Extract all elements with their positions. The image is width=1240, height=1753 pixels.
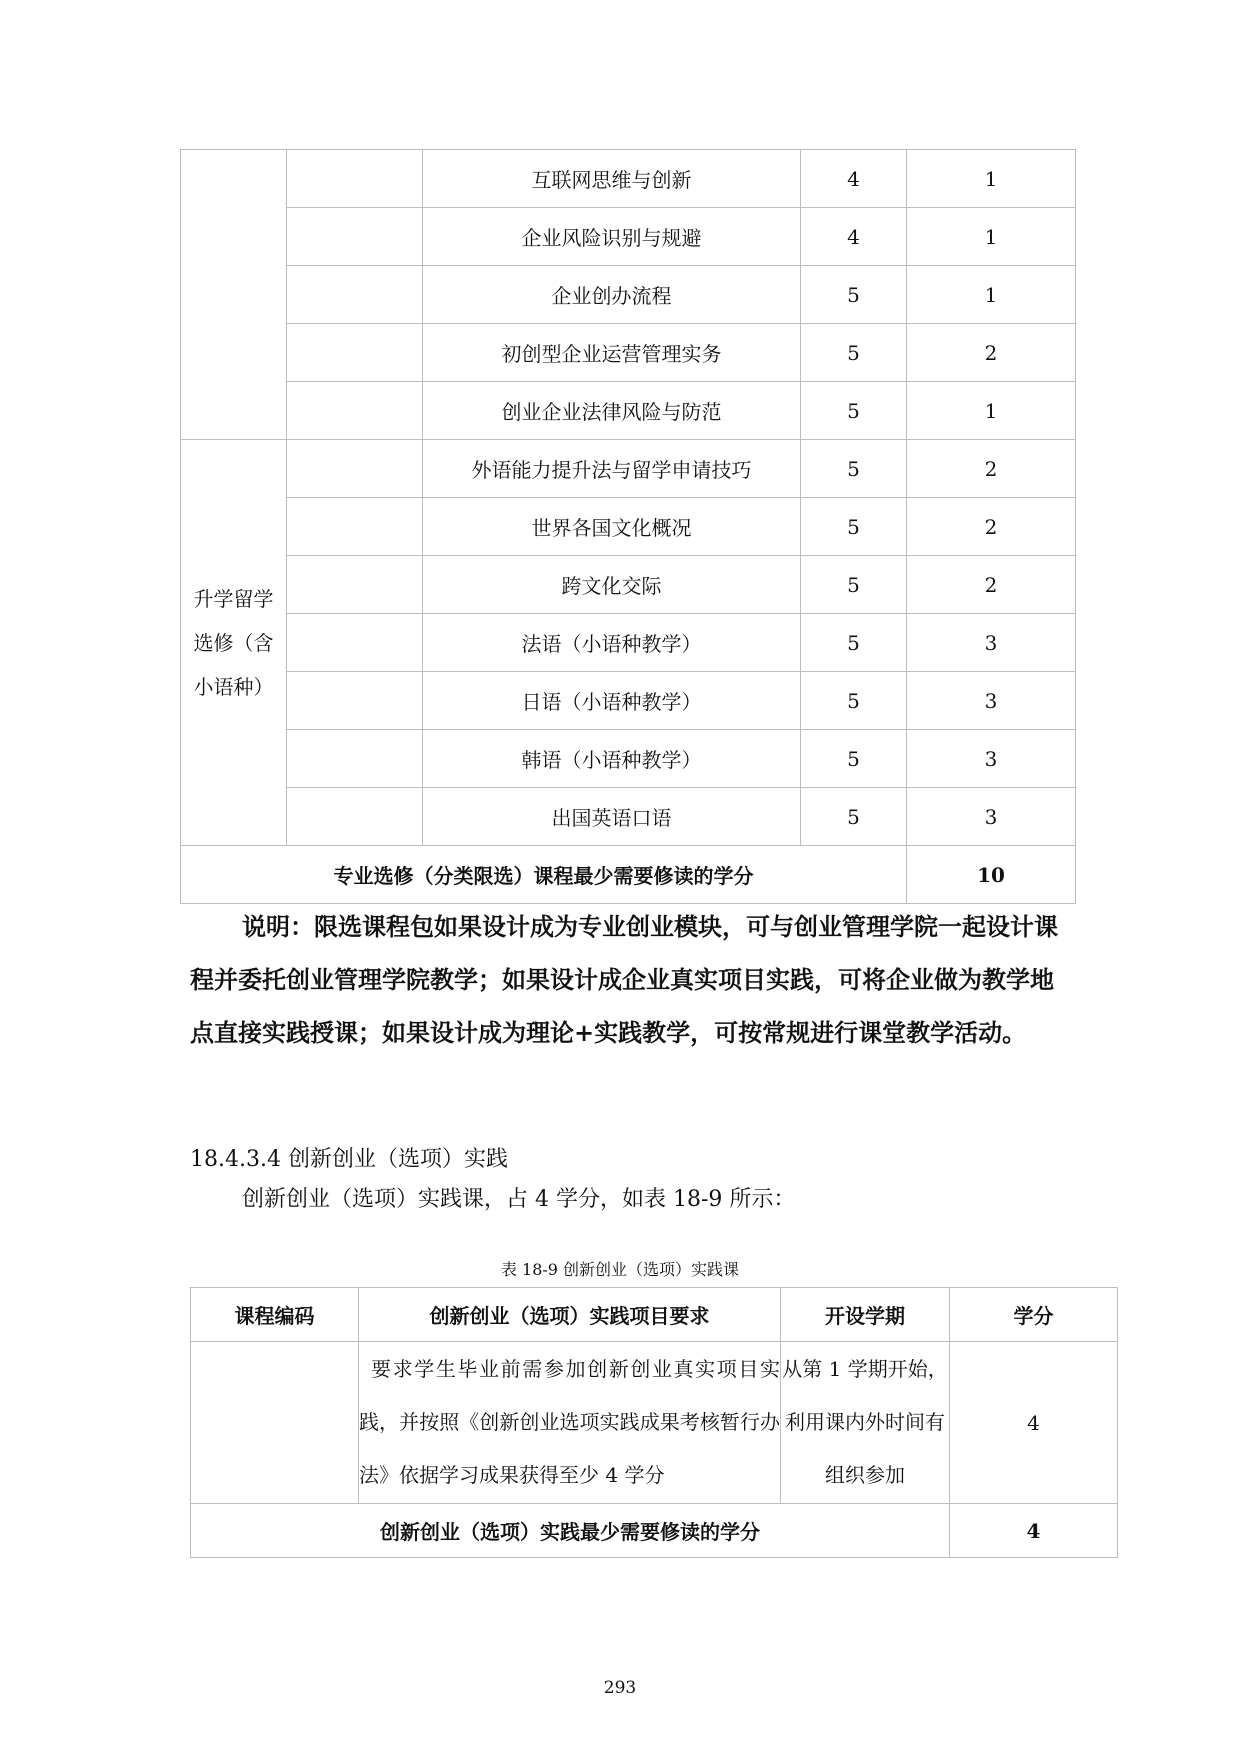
- course-value-a: 5: [801, 266, 907, 324]
- practice-table: [190, 1287, 1118, 1558]
- table-row: [181, 498, 1076, 556]
- course-credits: 1: [907, 266, 1076, 324]
- table-row: [181, 208, 1076, 266]
- course-value-a: 4: [801, 150, 907, 208]
- course-name: 创业企业法律风险与防范: [423, 382, 801, 440]
- table-row: [181, 150, 1076, 208]
- summary-label: 创新创业（选项）实践最少需要修读的学分: [191, 1504, 950, 1558]
- elective-courses-table: [180, 149, 1076, 904]
- empty-cell: [287, 208, 423, 266]
- course-value-a: 5: [801, 382, 907, 440]
- course-name: 外语能力提升法与留学申请技巧: [423, 440, 801, 498]
- course-name: 互联网思维与创新: [423, 150, 801, 208]
- header-term: 开设学期: [781, 1288, 950, 1342]
- table-row: [181, 440, 1076, 498]
- course-value-a: 5: [801, 672, 907, 730]
- table-row: [181, 788, 1076, 846]
- summary-value: 10: [907, 846, 1076, 904]
- course-value-a: 4: [801, 208, 907, 266]
- course-credits: 2: [907, 440, 1076, 498]
- requirement-cell: 要求学生毕业前需参加创新创业真实项目实践，并按照《创新创业选项实践成果考核暂行办法》依据学习成果获得至少 4 学分: [359, 1342, 781, 1504]
- course-credits: 3: [907, 672, 1076, 730]
- course-value-a: 5: [801, 556, 907, 614]
- course-value-a: 5: [801, 730, 907, 788]
- note-paragraph: 说明：限选课程包如果设计成为专业创业模块，可与创业管理学院一起设计课程并委托创业管理学院教学；如果设计成企业真实项目实践，可将企业做为教学地点直接实践授课；如果设计成为理论+实践教学，可按常规进行课堂教学活动。: [190, 912, 1058, 1047]
- empty-cell: [287, 324, 423, 382]
- course-name: 韩语（小语种教学）: [423, 730, 801, 788]
- summary-label: 专业选修（分类限选）课程最少需要修读的学分: [181, 846, 907, 904]
- course-name: 世界各国文化概况: [423, 498, 801, 556]
- course-name: 初创型企业运营管理实务: [423, 324, 801, 382]
- course-credits: 3: [907, 788, 1076, 846]
- course-credits: 2: [907, 324, 1076, 382]
- course-name: 出国英语口语: [423, 788, 801, 846]
- credits-cell: 4: [950, 1342, 1118, 1504]
- empty-cell: [287, 788, 423, 846]
- course-name: 企业风险识别与规避: [423, 208, 801, 266]
- course-name: 企业创办流程: [423, 266, 801, 324]
- empty-cell: [287, 440, 423, 498]
- empty-cell: [287, 556, 423, 614]
- group-cell: [181, 150, 287, 440]
- course-credits: 2: [907, 556, 1076, 614]
- section-text: 创新创业（选项）实践课，占 4 学分，如表 18-9 所示：: [242, 1187, 796, 1212]
- table-row: [181, 730, 1076, 788]
- table-row: [181, 324, 1076, 382]
- group-label: 升学留学选修（含小语种）: [181, 440, 287, 846]
- table-row: [181, 614, 1076, 672]
- course-credits: 3: [907, 730, 1076, 788]
- empty-cell: [287, 150, 423, 208]
- course-code-cell: [191, 1342, 359, 1504]
- table-row: [181, 382, 1076, 440]
- header-credits: 学分: [950, 1288, 1118, 1342]
- course-name: 跨文化交际: [423, 556, 801, 614]
- page-number: 293: [603, 1678, 637, 1698]
- summary-value: 4: [950, 1504, 1118, 1558]
- course-value-a: 5: [801, 614, 907, 672]
- course-value-a: 5: [801, 440, 907, 498]
- empty-cell: [287, 672, 423, 730]
- empty-cell: [287, 266, 423, 324]
- empty-cell: [287, 730, 423, 788]
- empty-cell: [287, 614, 423, 672]
- course-name: 法语（小语种教学）: [423, 614, 801, 672]
- table-row: [181, 672, 1076, 730]
- course-value-a: 5: [801, 324, 907, 382]
- course-credits: 1: [907, 150, 1076, 208]
- table-row: [181, 556, 1076, 614]
- table-caption: 表 18-9 创新创业（选项）实践课: [500, 1260, 740, 1279]
- empty-cell: [287, 498, 423, 556]
- section-heading: 18.4.3.4 创新创业（选项）实践: [190, 1147, 508, 1172]
- course-credits: 2: [907, 498, 1076, 556]
- course-value-a: 5: [801, 498, 907, 556]
- header-course-code: 课程编码: [191, 1288, 359, 1342]
- table-row: [181, 266, 1076, 324]
- course-name: 日语（小语种教学）: [423, 672, 801, 730]
- course-credits: 1: [907, 208, 1076, 266]
- course-credits: 3: [907, 614, 1076, 672]
- empty-cell: [287, 382, 423, 440]
- course-credits: 1: [907, 382, 1076, 440]
- header-requirement: 创新创业（选项）实践项目要求: [359, 1288, 781, 1342]
- course-value-a: 5: [801, 788, 907, 846]
- term-cell: 从第 1 学期开始，利用课内外时间有组织参加: [781, 1342, 950, 1504]
